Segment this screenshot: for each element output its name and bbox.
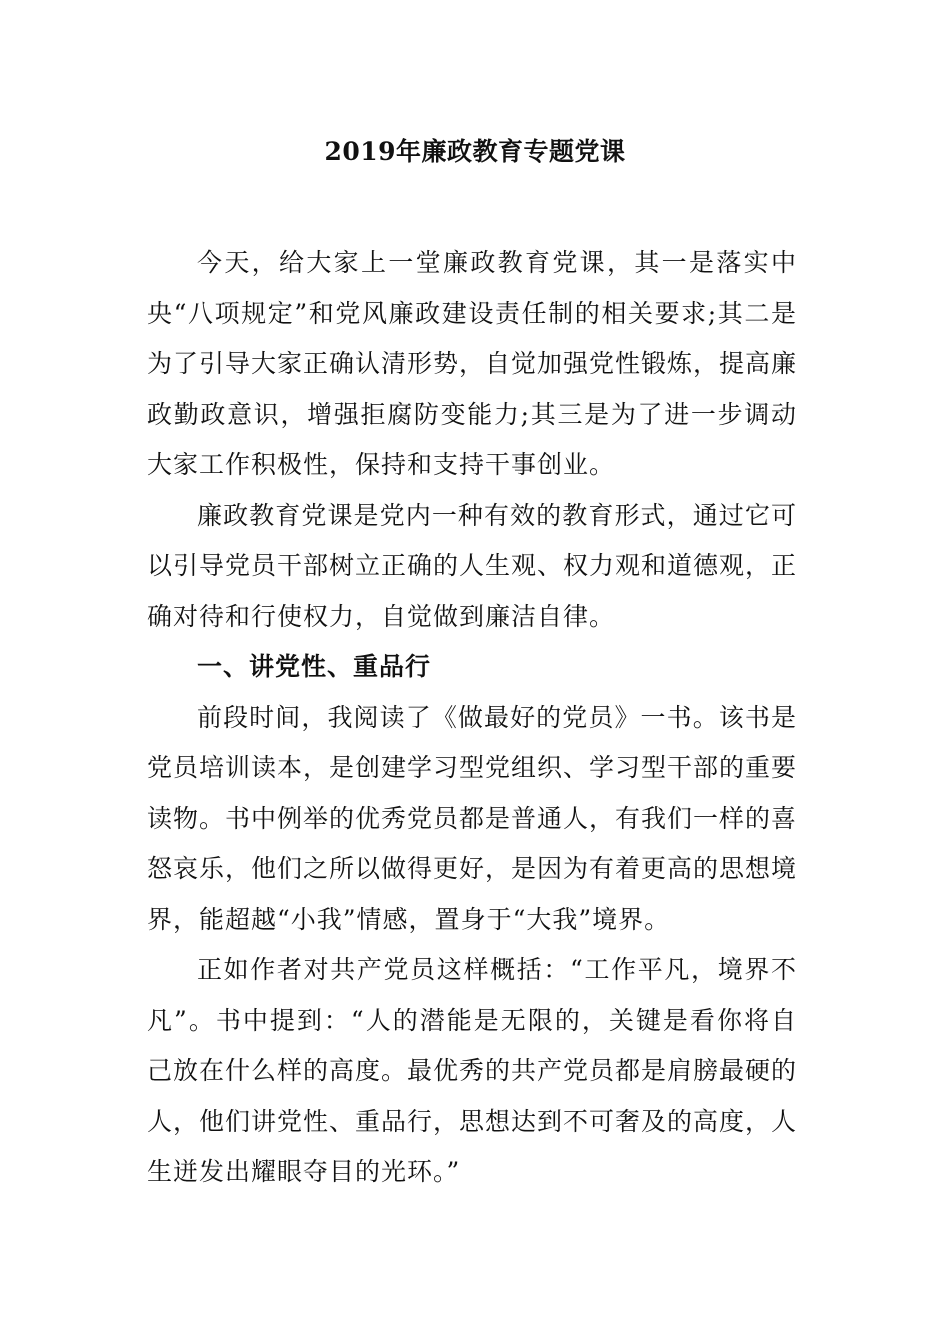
paragraph-purpose: 廉政教育党课是党内一种有效的教育形式，通过它可以引导党员干部树立正确的人生观、权力观和道德观，正确对待和行使权力，自觉做到廉洁自律。 <box>147 500 798 631</box>
paragraph-quote: 正如作者对共产党员这样概括：“工作平凡，境界不凡”。书中提到：“人的潜能是无限的，关键是看你将自己放在什么样的高度。最优秀的共产党员都是肩膀最硬的人，他们讲党性、重品行，思想达到不可奢及的高度，人生迸发出耀眼夺目的光环。” <box>147 955 798 1186</box>
paragraph-intro: 今天，给大家上一堂廉政教育党课，其一是落实中央“八项规定”和党风廉政建设责任制的相关要求;其二是为了引导大家正确认清形势，自觉加强党性锻炼，提高廉政勤政意识，增强拒腐防变能力;其三是为了进一步调动大家工作积极性，保持和支持干事创业。 <box>147 248 798 479</box>
document-body <box>147 238 797 1198</box>
section-heading-1: 一、讲党性、重品行 <box>197 652 432 681</box>
paragraph-book: 前段时间，我阅读了《做最好的党员》一书。该书是党员培训读本，是创建学习型党组织、学习型干部的重要读物。书中例举的优秀党员都是普通人，有我们一样的喜怒哀乐，他们之所以做得更好，是因为有着更高的思想境界，能超越“小我”情感，置身于“大我”境界。 <box>147 702 798 934</box>
document-title: 2019年廉政教育专题党课 <box>324 137 626 166</box>
